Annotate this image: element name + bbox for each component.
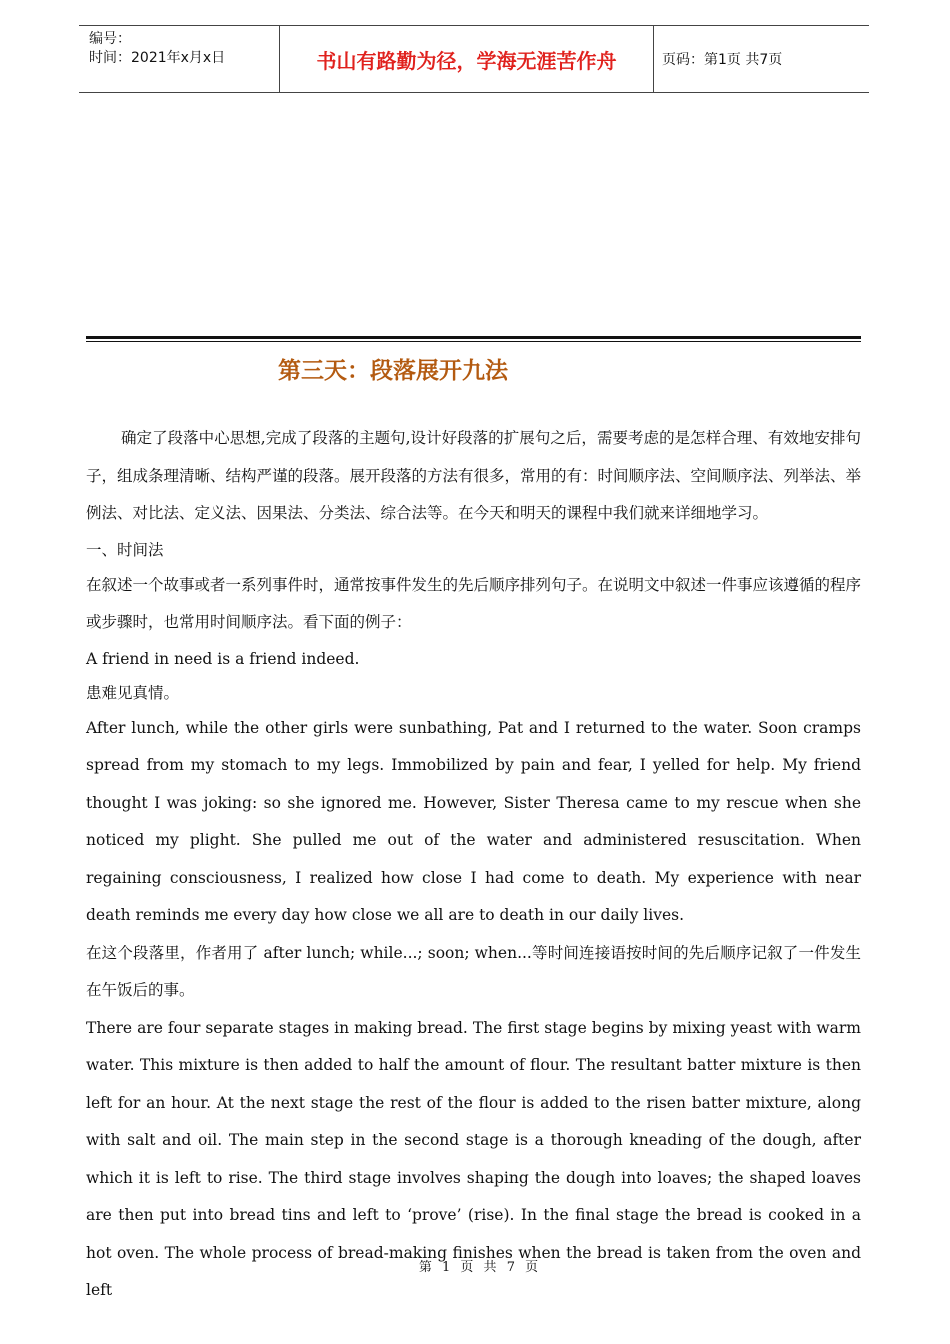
intro-paragraph: 确定了段落中心思想,完成了段落的主题句,设计好段落的扩展句之后，需要考虑的是怎样合理、有效地安排句子，组成条理清晰、结构严谨的段落。展开段落的方法有很多，常用的有：时间顺序法、空间顺序法、列举法、举例法、对比法、定义法、因果法、分类法、综合法等。在今天和明天的课程中我们就来详细地学习。 [86,429,862,522]
title-rule-thick [86,336,861,339]
example-title-en: A friend in need is a friend indeed. [86,649,360,668]
example-comment: 在这个段落里，作者用了 after lunch; while...; soon; when...等时间连接语按时间的先后顺序记叙了一件发生在午饭后的事。 [86,943,861,999]
section-heading: 一、时间法 [86,540,164,559]
page-footer: 第 1 页 共 7 页 [418,1260,542,1275]
time-label: 时间：2021年x月x日 [89,50,226,66]
example-paragraph-2: There are four separate stages in making bread. The first stage begins by mixing yeast with warm water. This mixture is then added to half the amount of flour. The resultant batter mixture is then left for an hour. At the next stage the rest of the flour is added to the risen batter mixture, along with salt and oil. The main step in the second stage is a thorough kneading of the dough, after which it is left to rise. The third stage involves shaping the dough into loaves; the shaped loaves are then put into bread tins and left to ‘prove’ (rise). In the final stage the bread is cooked in a hot oven. The whole process of bread‐making finishes when the bread is taken from the oven and left [86,1018,861,1299]
title-rule-thin [86,341,861,342]
header-meta [79,26,280,92]
header-motto: 书山有路勤为径，学海无涯苦作舟 [280,26,654,92]
section-description: 在叙述一个故事或者一系列事件时，通常按事件发生的先后顺序排列句子。在说明文中叙述一件事应该遵循的程序或步骤时，也常用时间顺序法。看下面的例子： [86,575,862,631]
example-paragraph-1: After lunch, while the other girls were sunbathing, Pat and I returned to the water. Soon cramps spread from my stomach to my legs. Immobilized by pain and fear, I yelled for help. My friend thought I was joking: so she ignored me. However, Sister Theresa came to my rescue when she noticed my plight. She pulled me out of the water and administered resuscitation. When regaining consciousness, I realized how close I had come to death. My experience with near death reminds me every day how close we all are to death in our daily lives. [86,718,861,924]
page-header [79,25,869,93]
header-page-info: 页码：第1页 共7页 [662,52,783,68]
number-label: 编号： [89,31,131,47]
document-title: 第三天：段落展开九法 [278,358,508,384]
example-title-cn: 患难见真情。 [86,683,180,702]
document-body [86,420,861,1310]
